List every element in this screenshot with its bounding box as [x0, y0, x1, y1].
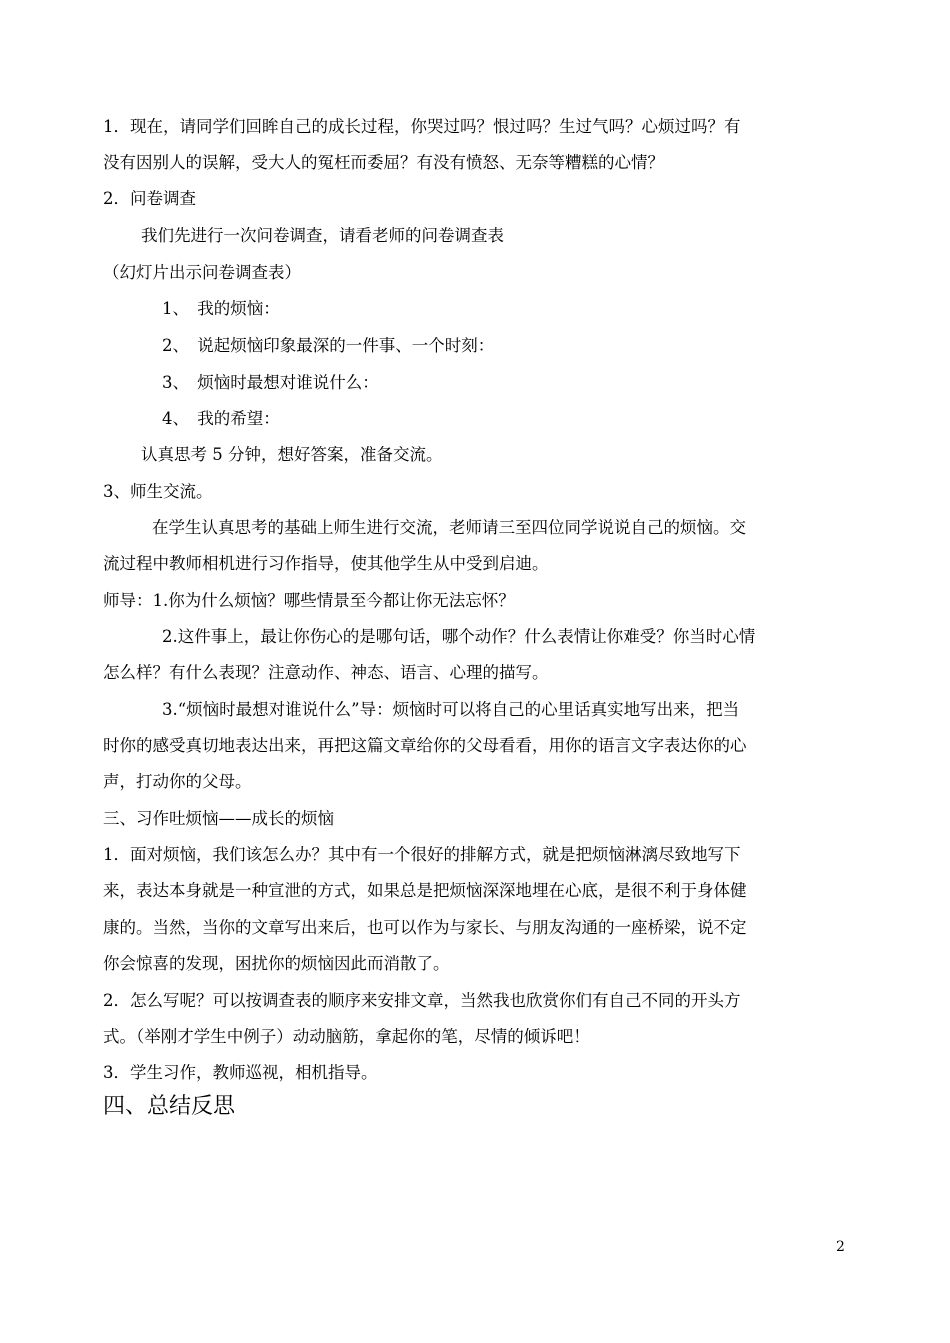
text-line: 声，打动你的父母。: [103, 772, 252, 791]
text-line: 3．学生习作，教师巡视，相机指导。: [103, 1063, 378, 1082]
text-line: 3.“烦恼时最想对谁说什么”导：烦恼时可以将自己的心里话真实地写出来，把当: [162, 700, 740, 719]
text-line: 没有因别人的误解，受大人的冤枉而委屈？有没有愤怒、无奈等糟糕的心情？: [103, 153, 664, 172]
text-line: 康的。当然，当你的文章写出来后，也可以作为与家长、与朋友沟通的一座桥梁，说不定: [103, 918, 747, 937]
text-line: 我们先进行一次问卷调查，请看老师的问卷调查表: [141, 226, 504, 245]
page-number: 2: [836, 1239, 845, 1255]
text-line: 2.这件事上，最让你伤心的是哪句话，哪个动作？什么表情让你难受？你当时心情: [162, 627, 756, 646]
list-item: 4、 我的希望：: [162, 409, 280, 428]
text-line: 式。（举刚才学生中例子）动动脑筋，拿起你的笔，尽情的倾诉吧！: [103, 1027, 590, 1046]
text-line: 你会惊喜的发现，困扰你的烦恼因此而消散了。: [103, 954, 450, 973]
text-line: 师导：1.你为什么烦恼？哪些情景至今都让你无法忘怀？: [103, 591, 515, 610]
text-line: 2．怎么写呢？可以按调查表的顺序来安排文章，当然我也欣赏你们有自己不同的开头方: [103, 991, 741, 1010]
text-line: 1．现在，请同学们回眸自己的成长过程，你哭过吗？恨过吗？生过气吗？心烦过吗？有: [103, 117, 741, 136]
text-line: 2．问卷调查: [103, 189, 196, 208]
text-line: （幻灯片出示问卷调查表）: [103, 263, 301, 282]
section-title: 三、习作吐烦恼——成长的烦恼: [103, 809, 334, 828]
text-line: 来，表达本身就是一种宣泄的方式，如果总是把烦恼深深地埋在心底，是很不利于身体健: [103, 881, 747, 900]
list-item: 3、 烦恼时最想对谁说什么：: [162, 373, 379, 392]
text-line: 怎么样？有什么表现？注意动作、神态、语言、心理的描写。: [103, 663, 549, 682]
text-line: 认真思考 5 分钟，想好答案，准备交流。: [141, 445, 443, 464]
text-line: 在学生认真思考的基础上师生进行交流，老师请三至四位同学说说自己的烦恼。交: [152, 518, 746, 537]
text-line: 3、师生交流。: [103, 482, 213, 501]
section-heading: 四、总结反思: [103, 1094, 236, 1119]
text-line: 1．面对烦恼，我们该怎么办？其中有一个很好的排解方式，就是把烦恼淋漓尽致地写下: [103, 845, 741, 864]
list-item: 2、 说起烦恼印象最深的一件事、一个时刻：: [162, 336, 495, 355]
text-line: 流过程中教师相机进行习作指导，使其他学生从中受到启迪。: [103, 554, 549, 573]
text-line: 时你的感受真切地表达出来，再把这篇文章给你的父母看看，用你的语言文字表达你的心: [103, 736, 747, 755]
list-item: 1、 我的烦恼：: [162, 299, 280, 318]
